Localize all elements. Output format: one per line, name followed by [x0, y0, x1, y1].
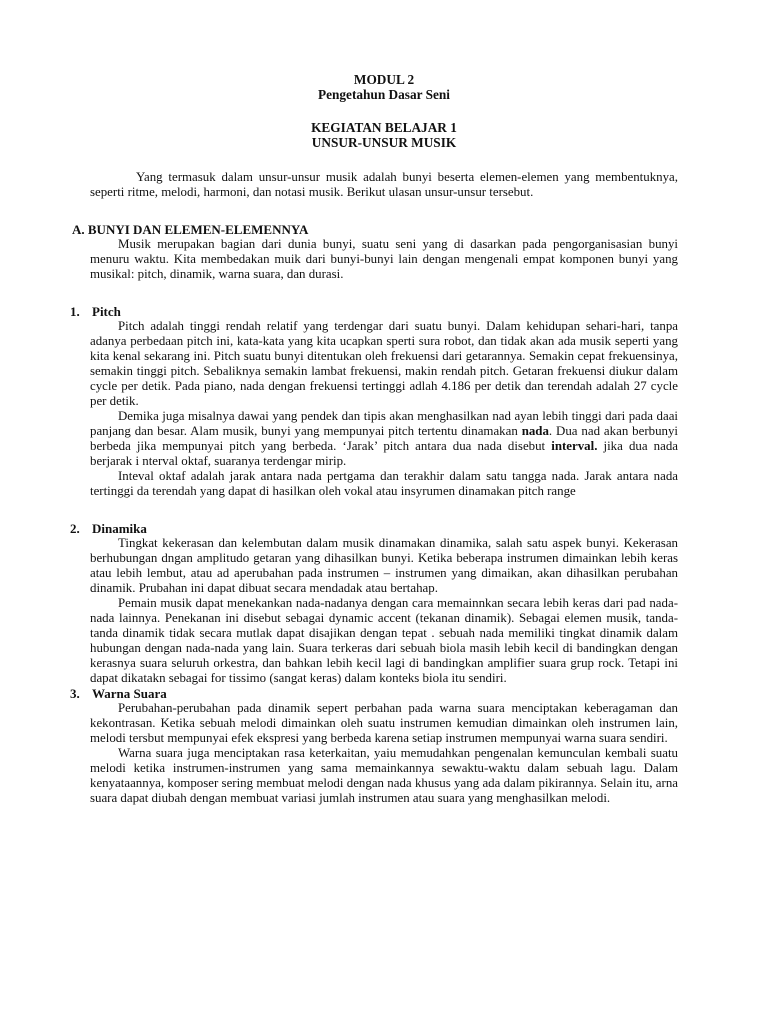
- warna-paragraph-2: Warna suara juga menciptakan rasa keterkaitan, yaiu memudahkan pengenalan kemunculan kembali suatu melodi ketika instrumen-instrumen yang sama memainkannya sewaktu-waktu dalam sebuah lagu. Dalam kenyataannya, komposer sering membuat melodi dengan nada khusus yang ada dalam pikirannya. Selain itu, arna suara dapat diubah dengan membuat variasi jumlah instrumen atau suara yang menghasilkan melodi.: [90, 746, 678, 805]
- topic-title: UNSUR-UNSUR MUSIK: [311, 135, 457, 150]
- warna-paragraph-1: Perubahan-perubahan pada dinamik sepert perbahan pada warna suara menciptakan keberagaman dan kekontrasan. Ketika sebuah melodi dimainkan oleh suatu instrumen kemudian dimainkan oleh instrumen lain, melodi tersbut mempunyai efek ekspresi yang berbeda karena setiap instrumen mempunyai warna suara sendiri.: [90, 701, 678, 745]
- dinamika-paragraph-2: Pemain musik dapat menekankan nada-nadanya dengan cara memainnkan secara lebih keras dari pad nada-nada lainnya. Penekanan ini disebut sebagai dynamic accent (tekanan dinamik). Sebagai elemen musik, tanda-tanda dinamik tidak secara mutlak dapat disajikan dengan tepat . sebuah nada memiliki tingkat dinamik dalam hubungan dengan nada-nada yang lain. Suara terkeras dari sebuah biola masih lebih kecil di bandingkan dengan kerasnya suara seluruh orkestra, dan bahkan lebih kecil lagi di bandingkan amplifier suara grup rock. Tetapi ini dapat dikatakn sebagai for tissimo (sangat keras) dalam konteks biola itu sendiri.: [90, 596, 678, 685]
- dinamika-number: 2.: [70, 521, 80, 536]
- pitch-title: Pitch: [92, 304, 121, 319]
- module-title: MODUL 2: [353, 72, 415, 87]
- pitch-p2-text-c: jika dua nada berjarak i nterval oktaf, suaranya terdengar mirip.: [90, 439, 678, 468]
- pitch-p2-text-a: Demika juga misalnya dawai yang pendek dan tipis akan menghasilkan nad ayan lebih tinggi dari pada daai panjang dan besar. Alam musik, bunyi yang mempunyai pitch tertentu dinamakan: [90, 409, 678, 438]
- dinamika-heading: [70, 521, 678, 536]
- dinamika-paragraph-1: Tingkat kekerasan dan kelembutan dalam musik dinamakan dinamika, salah satu aspek bunyi. Kekerasan berhubungan dngan amplitudo getaran yang dihasilkan bunyi. Ketika beberapa instrumen dimainkan lebih keras atau lebih lembut, atau ad aperubahan pada instrumen – instrumen yang dimaikan, akan dihasilkan perubahan dinamik. Prubahan ini dapat dibuat secara mendadak atau bertahap.: [90, 536, 678, 595]
- dinamika-title: Dinamika: [92, 521, 147, 536]
- pitch-p2-text-b: . Dua nad akan berbunyi berbeda jika mempunyai pitch yang berbeda. ‘Jarak’ pitch antara dua nada disebut: [90, 424, 678, 453]
- warna-heading: [70, 686, 678, 701]
- pitch-paragraph-3: Inteval oktaf adalah jarak antara nada pertgama dan terakhir dalam satu tangga nada. Jarak antara nada tertinggi da terendah yang dapat di hasilkan oleh vokal atau insyrumen dinamakan pitch range: [90, 469, 678, 498]
- warna-number: 3.: [70, 686, 80, 701]
- warna-title: Warna Suara: [92, 686, 167, 701]
- term-nada: nada: [521, 424, 549, 438]
- section-a-heading: A. BUNYI DAN ELEMEN-ELEMENNYA: [72, 222, 309, 237]
- pitch-heading: [70, 304, 678, 319]
- pitch-number: 1.: [70, 304, 80, 319]
- intro-paragraph: Yang termasuk dalam unsur-unsur musik adalah bunyi beserta elemen-elemen yang membentuknya, seperti ritme, melodi, harmoni, dan notasi musik. Berikut ulasan unsur-unsur tersebut.: [90, 170, 678, 199]
- section-a-paragraph: Musik merupakan bagian dari dunia bunyi, suatu seni yang di dasarkan pada pengorganisasian bunyi menuru waktu. Kita membedakan muik dari bunyi-bunyi lain dengan mengenali empat komponen bunyi yang musikal: pitch, dinamik, warna suara, dan durasi.: [90, 237, 678, 281]
- pitch-paragraph-2: [90, 409, 678, 469]
- module-subtitle: Pengetahun Dasar Seni: [317, 87, 450, 102]
- pitch-paragraph-1: Pitch adalah tinggi rendah relatif yang terdengar dari suatu bunyi. Dalam kehidupan sehari-hari, tanpa adanya perbedaan pitch ini, kata-kata yang kita ucapkan sperti sura robot, dan tidak akan ada musik seperti yang kita kenal sekarang ini. Pitch suatu bunyi ditentukan oleh frekuensi dari getarannya. Semakin cepat frekuensinya, semakin tinggi pitch. Sebaliknya semakin lambat frekuensi, makin rendah pitch. Getaran frekuensi diukur dalam cycle per detik. Pada piano, nada dengan frekuensi tertinggi adlah 4.186 per detik dan terendah adalah 27 cycle per detik.: [90, 319, 678, 408]
- activity-title: KEGIATAN BELAJAR 1: [311, 120, 457, 135]
- term-interval: interval.: [551, 439, 598, 453]
